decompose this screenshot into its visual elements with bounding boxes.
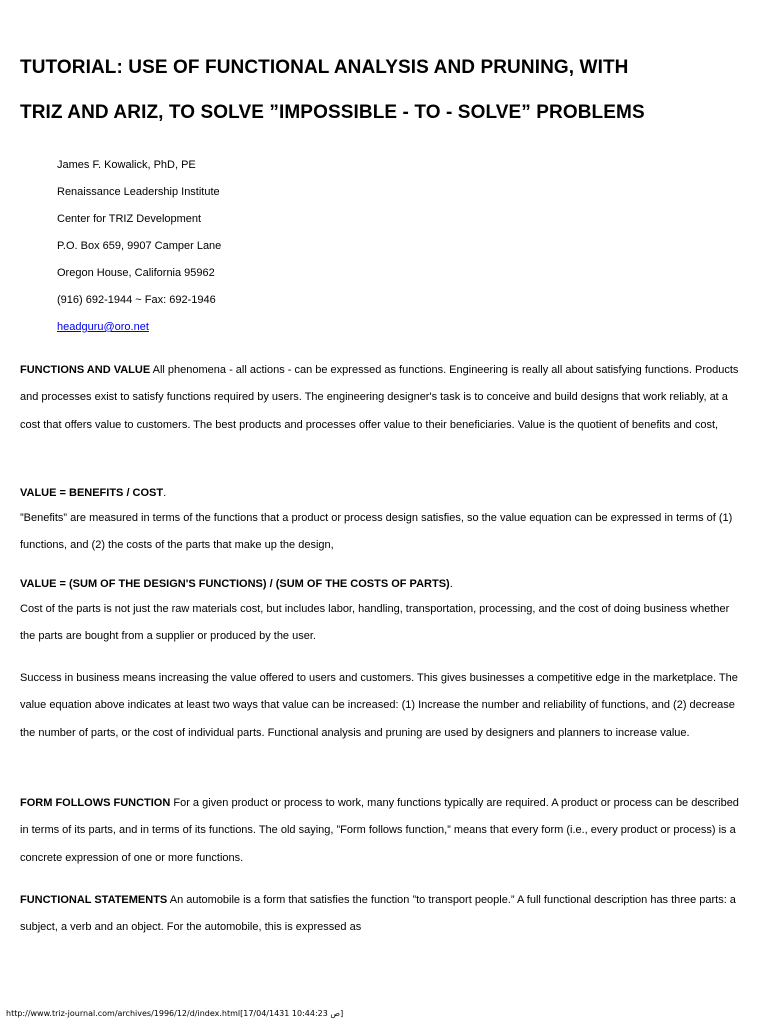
equation-suffix: . [449,578,453,590]
section-functional-statements [20,887,746,942]
section-success: Success in business means increasing the value offered to users and customers. This gives businesses a competitive edge in the marketplace. The value equation above indicates at least two ways that value can be increased: (1) Increase the number and reliability of functions, and (2) decrease the number of parts, or the cost of individual parts. Functional analysis and pruning are used by designers and planners to increase value. [20,672,738,739]
equation-suffix: . [163,487,167,499]
value-equation-1 [20,487,166,499]
author-email-link[interactable]: headguru@oro.net [57,321,149,333]
author-city: Oregon House, California 95962 [57,267,215,279]
section-text: All phenomena - all actions - can be expressed as functions. Engineering is really all about satisfying functions. Products and processes exist to satisfy functions required by users. The engineering designer's task is to conceive and build designs that work reliably, at a cost that offers value to customers. The best products and processes offer value to their beneficiaries. Value is the quotient of benefits and cost, [20,364,739,431]
document-title-line-1: TUTORIAL: USE OF FUNCTIONAL ANALYSIS AND PRUNING, WITH [20,57,629,78]
equation-text: VALUE = (SUM OF THE DESIGN'S FUNCTIONS) / (SUM OF THE COSTS OF PARTS) [20,578,450,590]
section-form-follows-function [20,790,746,872]
section-heading: FUNCTIONAL STATEMENTS [20,894,168,906]
section-cost: Cost of the parts is not just the raw materials cost, but includes labor, handling, transportation, processing, and the cost of doing business whether the parts are bought from a supplier or produced by the user. [20,603,730,643]
author-org-1: Renaissance Leadership Institute [57,186,220,198]
value-equation-2 [20,578,453,590]
equation-text: VALUE = BENEFITS / COST [20,487,164,499]
author-org-2: Center for TRIZ Development [57,213,202,225]
page-footer-url: http://www.triz-journal.com/archives/1996/12/d/index.html[ص 10:44:23 17/04/1431] [6,1009,344,1018]
section-text: An automobile is a form that satisfies the function ”to transport people.” A full functional description has three parts: a subject, a verb and an object. For the automobile, this is expressed as [20,894,736,934]
author-name: James F. Kowalick, PhD, PE [57,159,196,171]
author-street: P.O. Box 659, 9907 Camper Lane [57,240,222,252]
section-benefits: ”Benefits” are measured in terms of the functions that a product or process design satisfies, so the value equation can be expressed in terms of (1) functions, and (2) the costs of the parts that make up the design, [20,512,733,552]
section-text: For a given product or process to work, many functions typically are required. A product or process can be described in terms of its parts, and in terms of its functions. The old saying, ”Form follows function,” means that every form (i.e., every product or process) is a concrete expression of one or more functions. [20,797,739,864]
section-heading: FUNCTIONS AND VALUE [20,364,151,376]
author-phone: (916) 692-1944 ~ Fax: 692-1946 [57,294,216,306]
section-functions-and-value [20,357,746,439]
document-title-line-2: TRIZ AND ARIZ, TO SOLVE ”IMPOSSIBLE - TO - SOLVE” PROBLEMS [20,102,645,123]
section-heading: FORM FOLLOWS FUNCTION [20,797,171,809]
